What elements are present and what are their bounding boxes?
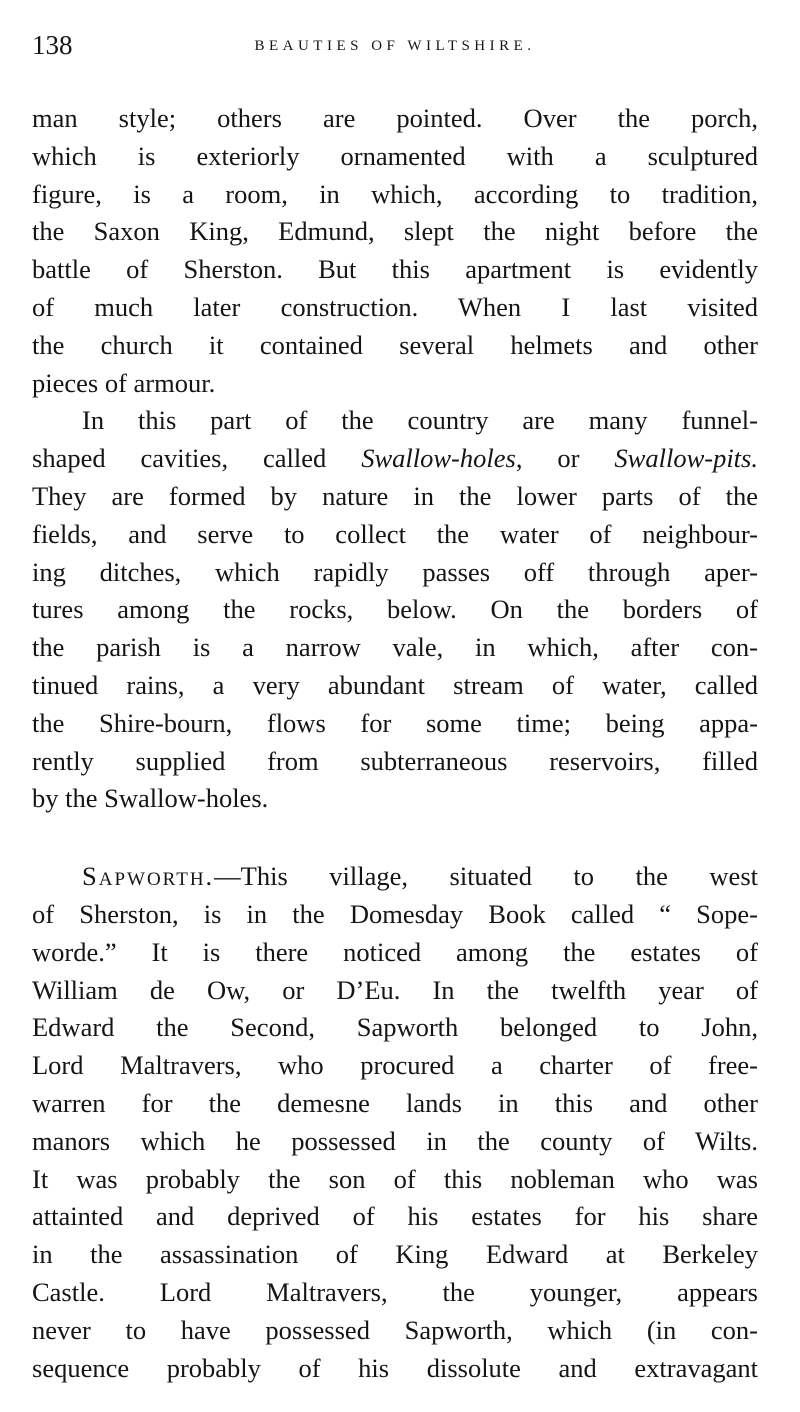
text-line: [32, 289, 758, 327]
text-line: [32, 327, 758, 365]
text-segment: In this part of the country are many funnel-: [82, 405, 758, 436]
text-line: [32, 629, 758, 667]
text-line: [32, 213, 758, 251]
text-segment: attainted and deprived of his estates for his share: [32, 1201, 758, 1232]
text-line: [32, 138, 758, 176]
text-segment: which is exteriorly ornamented with a sculptured: [32, 140, 758, 171]
text-segment: tinued rains, a very abundant stream of water, called: [32, 669, 758, 700]
text-line: [32, 554, 758, 592]
text-segment: manors which he possessed in the county of Wilts.: [32, 1125, 758, 1156]
text-line: [32, 1123, 758, 1161]
text-segment: It was probably the son of this nobleman who was: [32, 1163, 758, 1194]
text-segment: Lord Maltravers, who procured a charter of free-: [32, 1050, 758, 1081]
text-line: [32, 365, 758, 403]
text-line: [32, 100, 758, 138]
text-segment: fields, and serve to collect the water of neighbour-: [32, 518, 758, 549]
paragraph: [32, 402, 758, 818]
text-line: [32, 1350, 758, 1388]
text-line: [32, 176, 758, 214]
text-segment: in the assassination of King Edward at Berkeley: [32, 1239, 758, 1270]
running-header: [32, 30, 758, 66]
text-segment: tures among the rocks, below. On the borders of: [32, 594, 758, 625]
text-line: [32, 858, 758, 896]
text-line: [32, 1161, 758, 1199]
italic-term: Swallow-holes: [361, 443, 516, 474]
paragraph: [32, 858, 758, 1387]
text-segment: Edward the Second, Sapworth belonged to John,: [32, 1012, 758, 1043]
text-line: [32, 1236, 758, 1274]
text-segment: rently supplied from subterraneous reservoirs, filled: [32, 745, 758, 776]
text-line: [32, 478, 758, 516]
text-segment: shaped cavities, called: [32, 443, 362, 474]
text-segment: the church it contained several helmets and other: [32, 329, 758, 360]
text-line: [32, 402, 758, 440]
text-segment: , or: [515, 443, 615, 474]
text-segment: by the Swallow-holes.: [32, 783, 269, 814]
text-line: [32, 667, 758, 705]
text-line: [32, 743, 758, 781]
text-segment: worde.” It is there noticed among the estates of: [32, 936, 758, 967]
text-segment: ing ditches, which rapidly passes off through aper-: [32, 556, 758, 587]
text-segment: never to have possessed Sapworth, which (in con-: [32, 1314, 758, 1345]
text-line: [32, 440, 758, 478]
text-line: [32, 251, 758, 289]
page-body: [32, 100, 758, 1387]
text-segment: —This village, situated to the west: [214, 861, 758, 892]
text-line: [32, 934, 758, 972]
paragraph: [32, 100, 758, 402]
text-line: [32, 591, 758, 629]
text-segment: of much later construction. When I last visited: [32, 291, 758, 322]
text-segment: Castle. Lord Maltravers, the younger, appears: [32, 1276, 758, 1307]
text-line: [32, 896, 758, 934]
text-line: [32, 516, 758, 554]
italic-term: Swallow-pits.: [614, 443, 758, 474]
text-segment: They are formed by nature in the lower parts of the: [32, 480, 758, 511]
text-segment: William de Ow, or D’Eu. In the twelfth year of: [32, 974, 758, 1005]
text-segment: the Saxon King, Edmund, slept the night before the: [32, 216, 758, 247]
text-line: [32, 1198, 758, 1236]
text-line: [32, 705, 758, 743]
text-segment: man style; others are pointed. Over the porch,: [32, 103, 758, 133]
text-line: [32, 1009, 758, 1047]
text-line: [32, 780, 758, 818]
text-line: [32, 1085, 758, 1123]
text-segment: sequence probably of his dissolute and extravagant: [32, 1352, 758, 1383]
section-gap: [32, 818, 758, 858]
text-segment: warren for the demesne lands in this and other: [32, 1087, 758, 1118]
text-line: [32, 1274, 758, 1312]
running-title: BEAUTIES OF WILTSHIRE.: [254, 38, 536, 54]
text-line: [32, 1312, 758, 1350]
text-segment: pieces of armour.: [32, 367, 216, 398]
text-segment: the Shire-bourn, flows for some time; being appa-: [32, 707, 758, 738]
text-line: [32, 1047, 758, 1085]
page-number: 138: [32, 30, 73, 60]
text-line: [32, 972, 758, 1010]
text-segment: of Sherston, is in the Domesday Book called “ Sope-: [32, 898, 758, 929]
text-segment: figure, is a room, in which, according to tradition,: [32, 178, 758, 209]
text-segment: battle of Sherston. But this apartment is evidently: [32, 254, 758, 285]
text-segment: the parish is a narrow vale, in which, after con-: [32, 632, 758, 663]
section-heading: Sapworth.: [82, 861, 215, 892]
